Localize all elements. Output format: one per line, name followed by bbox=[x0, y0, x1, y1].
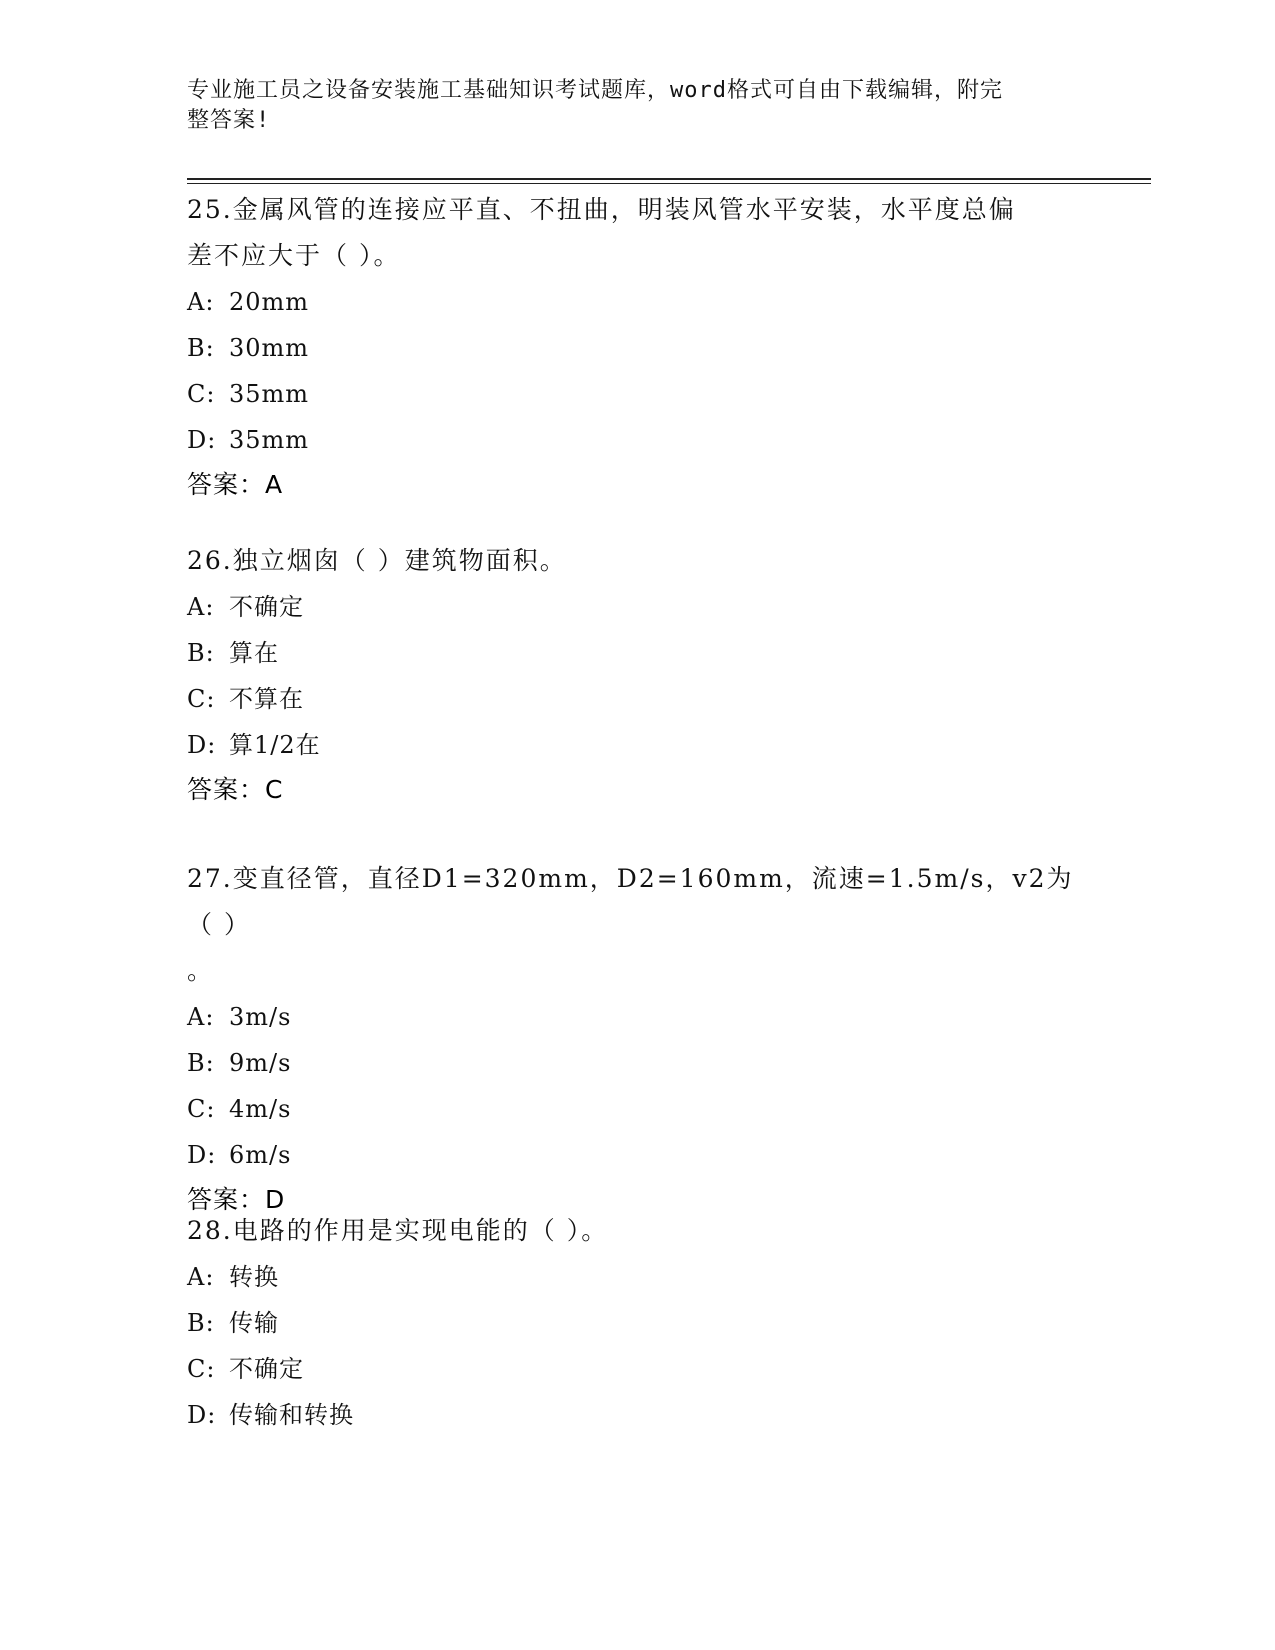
option-label: D: bbox=[187, 1401, 217, 1429]
option-a bbox=[187, 994, 1087, 1040]
option-text: 不确定 bbox=[229, 1355, 304, 1383]
option-b bbox=[187, 325, 1087, 371]
option-a bbox=[187, 584, 1087, 630]
option-label: C: bbox=[187, 685, 216, 713]
option-text: 算1/2在 bbox=[229, 731, 321, 759]
option-text: 不算在 bbox=[229, 685, 304, 713]
question-26 bbox=[187, 538, 1087, 812]
answer: 答案：D bbox=[187, 1185, 286, 1214]
option-c bbox=[187, 1086, 1087, 1132]
option-label: C: bbox=[187, 380, 216, 408]
question-28 bbox=[187, 1208, 1087, 1438]
question-stem-line-2: 。 bbox=[187, 956, 215, 985]
option-c bbox=[187, 676, 1087, 722]
option-label: C: bbox=[187, 1095, 216, 1123]
question-27 bbox=[187, 856, 1087, 1222]
question-stem-line-1: 28.电路的作用是实现电能的（ ）。 bbox=[187, 1216, 609, 1245]
question-stem-line-1: 25.金属风管的连接应平直、不扭曲，明装风管水平安装，水平度总偏 bbox=[187, 195, 1016, 224]
header-divider-thick bbox=[187, 178, 1151, 180]
option-d bbox=[187, 417, 1087, 463]
option-text: 4m/s bbox=[229, 1095, 292, 1123]
option-text: 传输和转换 bbox=[229, 1401, 354, 1429]
header-divider-thin bbox=[187, 183, 1151, 184]
option-label: C: bbox=[187, 1355, 216, 1383]
document-header bbox=[187, 76, 1067, 136]
header-line-1: 专业施工员之设备安装施工基础知识考试题库，word格式可自由下载编辑，附完 bbox=[187, 78, 1003, 103]
option-d bbox=[187, 1392, 1087, 1438]
question-25 bbox=[187, 187, 1087, 507]
option-label: A: bbox=[187, 593, 215, 621]
option-text: 不确定 bbox=[229, 593, 304, 621]
option-b bbox=[187, 1300, 1087, 1346]
option-text: 30mm bbox=[229, 334, 310, 362]
option-b bbox=[187, 630, 1087, 676]
option-label: A: bbox=[187, 1003, 215, 1031]
option-a bbox=[187, 279, 1087, 325]
option-c bbox=[187, 371, 1087, 417]
option-label: D: bbox=[187, 731, 217, 759]
answer: 答案：C bbox=[187, 775, 284, 804]
question-stem-line-1: 27.变直径管，直径D1=320mm，D2=160mm，流速=1.5m/s，v2为（ ） bbox=[187, 864, 1074, 939]
option-label: B: bbox=[187, 1049, 215, 1077]
option-d bbox=[187, 722, 1087, 768]
option-text: 3m/s bbox=[229, 1003, 292, 1031]
option-text: 9m/s bbox=[229, 1049, 292, 1077]
question-stem-line-2: 差不应大于（ ）。 bbox=[187, 241, 401, 270]
option-d bbox=[187, 1132, 1087, 1178]
option-a bbox=[187, 1254, 1087, 1300]
option-text: 传输 bbox=[229, 1309, 279, 1337]
option-text: 35mm bbox=[229, 380, 310, 408]
option-text: 20mm bbox=[229, 288, 310, 316]
option-text: 算在 bbox=[229, 639, 279, 667]
option-label: A: bbox=[187, 1263, 215, 1291]
question-stem-line-1: 26.独立烟囱（ ）建筑物面积。 bbox=[187, 546, 567, 575]
option-b bbox=[187, 1040, 1087, 1086]
option-c bbox=[187, 1346, 1087, 1392]
option-label: B: bbox=[187, 1309, 215, 1337]
option-text: 6m/s bbox=[229, 1141, 292, 1169]
option-text: 35mm bbox=[229, 426, 310, 454]
header-line-2: 整答案! bbox=[187, 108, 271, 133]
option-label: D: bbox=[187, 1141, 217, 1169]
option-label: A: bbox=[187, 288, 215, 316]
option-label: D: bbox=[187, 426, 217, 454]
option-label: B: bbox=[187, 334, 215, 362]
option-text: 转换 bbox=[229, 1263, 279, 1291]
answer: 答案：A bbox=[187, 470, 284, 499]
option-label: B: bbox=[187, 639, 215, 667]
